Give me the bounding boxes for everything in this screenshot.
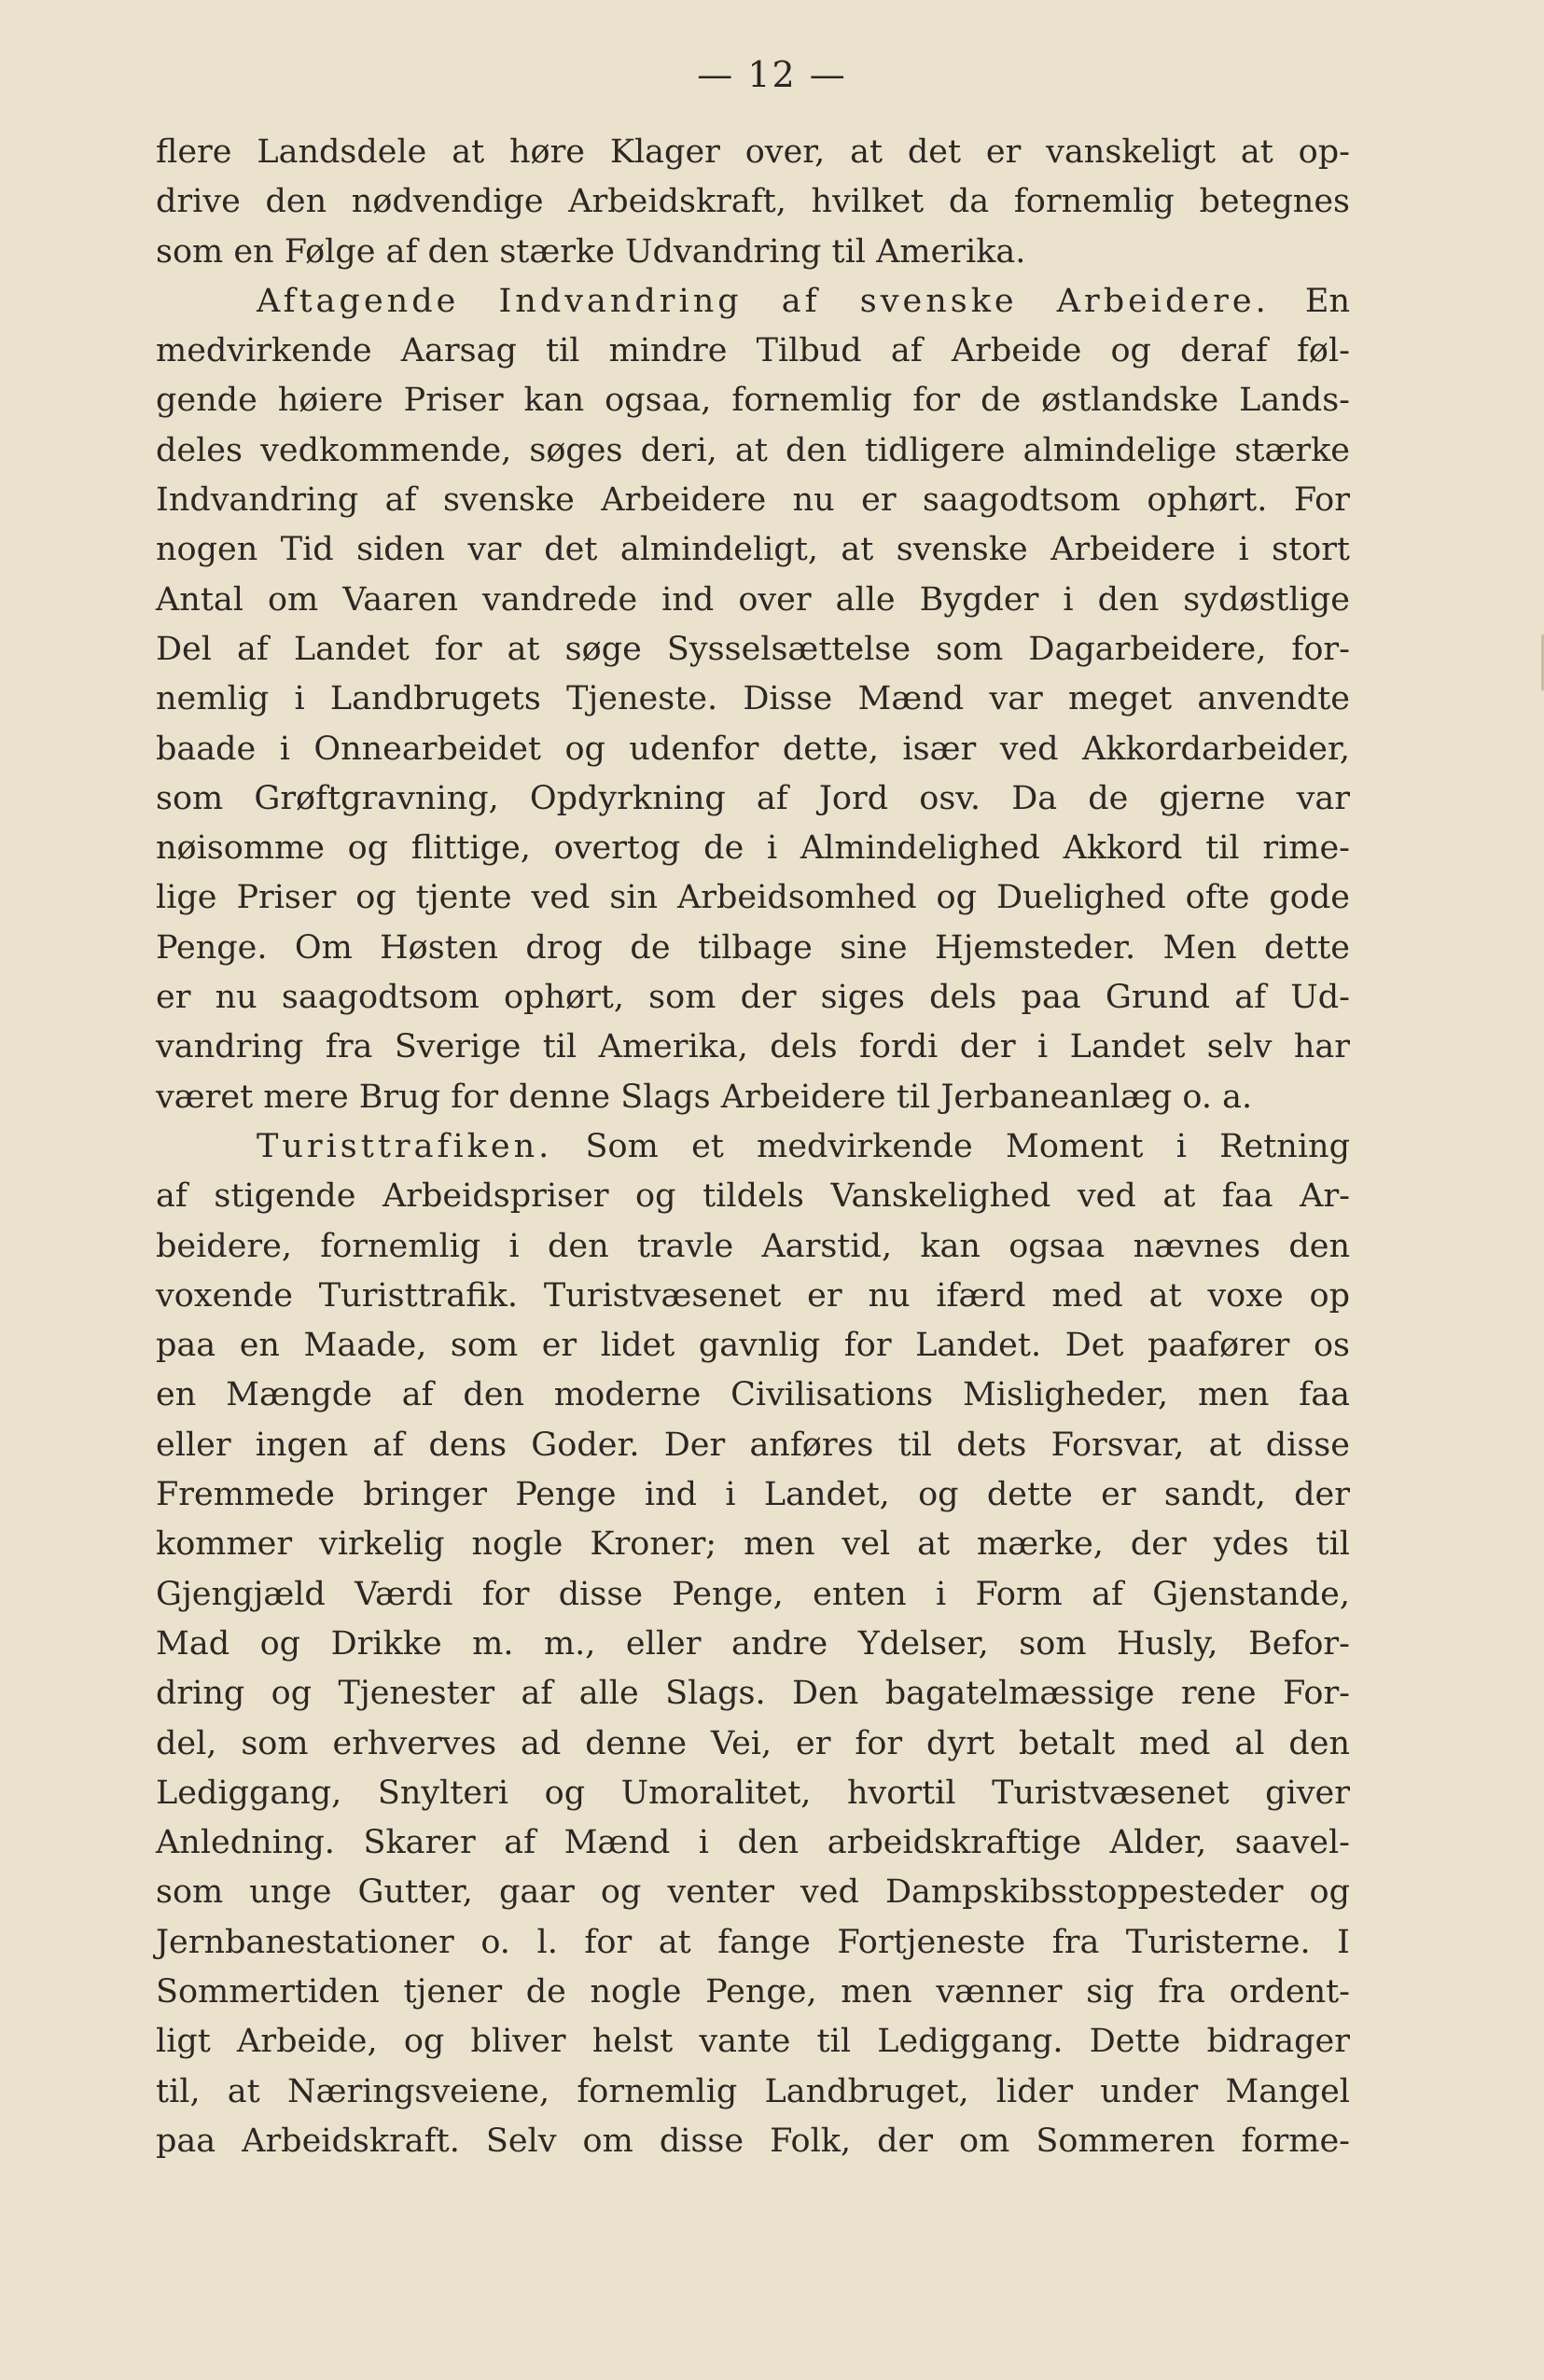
text-line: drive den nødvendige Arbeidskraft, hvilket da fornemlig betegnes	[156, 183, 1350, 221]
text-line: beidere, fornemlig i den travle Aarstid, kan ogsaa nævnes den	[156, 1227, 1350, 1265]
text-line: til, at Næringsveiene, fornemlig Landbruget, lider under Mangel	[156, 2072, 1350, 2110]
section-heading: Turisttrafiken.	[257, 1127, 553, 1165]
text-line: vandring fra Sverige til Amerika, dels fordi der i Landet selv har	[156, 1028, 1350, 1066]
text-line: voxende Turisttrafik. Turistvæsenet er nu ifærd med at voxe op	[156, 1276, 1350, 1315]
text-line: Del af Landet for at søge Sysselsættelse som Dagarbeidere, for-	[156, 630, 1350, 668]
text-line: lige Priser og tjente ved sin Arbeidsomhed og Duelighed ofte gode	[156, 879, 1350, 917]
text-line: været mere Brug for denne Slags Arbeidere til Jerbaneanlæg o. a.	[156, 1078, 1253, 1116]
text-line: paa en Maade, som er lidet gavnlig for Landet. Det paafører os	[156, 1327, 1350, 1365]
text-line: Mad og Drikke m. m., eller andre Ydelser, som Husly, Befor-	[156, 1624, 1350, 1663]
text-line: Jernbanestationer o. l. for at fange Fortjeneste fra Turisterne. I	[156, 1923, 1350, 1961]
text-line: paa Arbeidskraft. Selv om disse Folk, der om Sommeren forme-	[156, 2122, 1350, 2160]
section-heading-line	[156, 1122, 1350, 1172]
text-line: som Grøftgravning, Opdyrkning af Jord osv. Da de gjerne var	[156, 779, 1350, 817]
text-fragment: En	[1304, 282, 1350, 320]
text-line: baade i Onnearbeidet og udenfor dette, især ved Akkordarbeider,	[156, 730, 1350, 768]
text-line: en Mængde af den moderne Civilisations Misligheder, men faa	[156, 1376, 1350, 1414]
text-line: som unge Gutter, gaar og venter ved Dampskibsstoppesteder og	[156, 1873, 1350, 1912]
text-line: Indvandring af svenske Arbeidere nu er saagodtsom ophørt. For	[156, 481, 1350, 520]
section-heading: Aftagende Indvandring af svenske Arbeidere.	[257, 282, 1270, 320]
section-heading-line	[156, 277, 1350, 327]
text-line: dring og Tjenester af alle Slags. Den bagatelmæssige rene For-	[156, 1675, 1350, 1713]
text-line: Lediggang, Snylteri og Umoralitet, hvortil Turistvæsenet giver	[156, 1774, 1350, 1812]
text-line: er nu saagodtsom ophørt, som der siges dels paa Grund af Ud-	[156, 979, 1350, 1017]
text-line: af stigende Arbeidspriser og tildels Vanskelighed ved at faa Ar-	[156, 1177, 1350, 1216]
text-line: kommer virkelig nogle Kroner; men vel at mærke, der ydes til	[156, 1525, 1350, 1564]
text-line: som en Følge af den stærke Udvandring til Amerika.	[156, 232, 1026, 271]
text-line: ligt Arbeide, og bliver helst vante til Lediggang. Dette bidrager	[156, 2023, 1350, 2061]
text-line: gende høiere Priser kan ogsaa, fornemlig for de østlandske Lands-	[156, 382, 1350, 420]
text-line: eller ingen af dens Goder. Der anføres til dets Forsvar, at disse	[156, 1426, 1350, 1464]
text-line: nemlig i Landbrugets Tjeneste. Disse Mænd var meget anvendte	[156, 680, 1350, 718]
text-line: Fremmede bringer Penge ind i Landet, og dette er sandt, der	[156, 1476, 1350, 1514]
text-line: del, som erhverves ad denne Vei, er for dyrt betalt med al den	[156, 1724, 1350, 1762]
text-line: Gjengjæld Værdi for disse Penge, enten i Form af Gjenstande,	[156, 1575, 1350, 1613]
text-line: Anledning. Skarer af Mænd i den arbeidskraftige Alder, saavel-	[156, 1824, 1350, 1862]
text-fragment: Som et medvirkende Moment i Retning	[585, 1127, 1350, 1165]
page-number: — 12 —	[697, 54, 847, 95]
text-line: Penge. Om Høsten drog de tilbage sine Hjemsteder. Men dette	[156, 928, 1350, 967]
text-line: deles vedkommende, søges deri, at den tidligere almindelige stærke	[156, 431, 1350, 469]
text-line: nogen Tid siden var det almindeligt, at svenske Arbeidere i stort	[156, 531, 1350, 569]
text-line: nøisomme og flittige, overtog de i Almindelighed Akkord til rime-	[156, 829, 1350, 868]
body-text	[156, 128, 1350, 2166]
text-line: Sommertiden tjener de nogle Penge, men vænner sig fra ordent-	[156, 1972, 1350, 2011]
text-line: medvirkende Aarsag til mindre Tilbud af Arbeide og deraf føl-	[156, 332, 1350, 370]
text-line: Antal om Vaaren vandrede ind over alle Bygder i den sydøstlige	[156, 580, 1350, 619]
text-line: flere Landsdele at høre Klager over, at det er vanskeligt at op-	[156, 133, 1350, 171]
